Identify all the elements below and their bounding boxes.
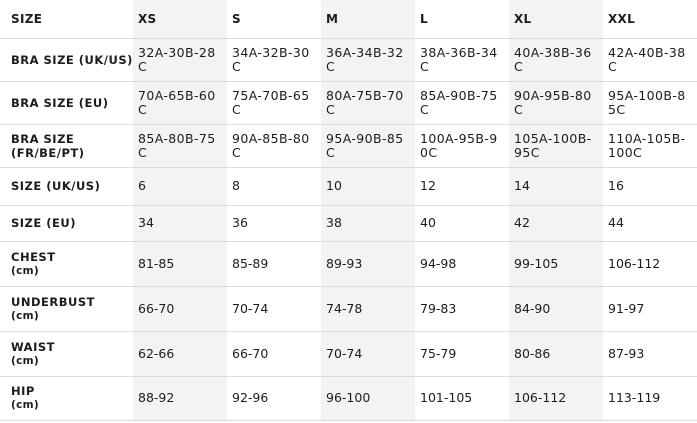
row-label-text: SIZE (EU) xyxy=(11,216,76,230)
row-label-text: CHEST xyxy=(11,249,56,264)
table-cell: 81-85 xyxy=(133,241,227,286)
table-cell: 105A-100B-95C xyxy=(509,124,603,167)
table-cell: 42 xyxy=(509,205,603,241)
table-cell: 34A-32B-30C xyxy=(232,44,310,74)
table-cell: 87-93 xyxy=(608,345,645,361)
table-cell: 96-100 xyxy=(321,376,415,420)
table-cell: 40 xyxy=(420,215,436,230)
table-cell: 80A-75B-70C xyxy=(321,81,415,124)
table-cell: 14 xyxy=(509,167,603,205)
table-row xyxy=(0,376,697,420)
row-label-text: HIP xyxy=(11,384,35,398)
row-label xyxy=(0,241,133,286)
header-size: SIZE xyxy=(11,11,43,26)
table-cell: 74-78 xyxy=(321,286,415,331)
table-cell: 75A-70B-65C xyxy=(232,87,310,117)
table-row xyxy=(0,81,697,124)
table-cell: 12 xyxy=(420,178,436,193)
table-row xyxy=(0,331,697,376)
table-cell: 91-97 xyxy=(608,300,645,316)
table-cell: 36 xyxy=(232,215,248,230)
row-label xyxy=(0,167,133,205)
row-label xyxy=(0,81,133,124)
table-row xyxy=(0,241,697,286)
table-cell: 70-74 xyxy=(321,331,415,376)
header-m: M xyxy=(321,0,415,38)
row-label-text: UNDERBUST xyxy=(11,294,95,309)
table-cell: 8 xyxy=(232,178,240,193)
row-label-text: WAIST xyxy=(11,339,55,354)
table-cell: 85-89 xyxy=(232,255,269,271)
header-l: L xyxy=(420,11,428,26)
row-label-sub: (cm) xyxy=(11,309,39,322)
table-cell: 34 xyxy=(133,205,227,241)
header-xxl: XXL xyxy=(608,11,636,26)
table-cell: 38 xyxy=(321,205,415,241)
row-label xyxy=(0,38,133,81)
table-cell: 40A-38B-36C xyxy=(509,38,603,81)
table-cell: 99-105 xyxy=(509,241,603,286)
table-cell: 79-83 xyxy=(420,300,457,316)
row-label xyxy=(0,376,133,420)
table-cell: 89-93 xyxy=(321,241,415,286)
table-cell: 42A-40B-38C xyxy=(608,44,686,74)
table-row xyxy=(0,38,697,81)
table-cell: 70-74 xyxy=(232,300,269,316)
row-label-sub: (FR/BE/PT) xyxy=(11,145,85,160)
table-cell: 95A-100B-85C xyxy=(608,87,686,117)
table-cell: 62-66 xyxy=(133,331,227,376)
table-cell: 84-90 xyxy=(509,286,603,331)
row-label xyxy=(0,286,133,331)
table-cell: 16 xyxy=(608,178,624,193)
table-cell: 90A-95B-80C xyxy=(509,81,603,124)
table-cell: 6 xyxy=(133,167,227,205)
table-cell: 88-92 xyxy=(133,376,227,420)
row-label-sub: (cm) xyxy=(11,399,39,411)
table-cell: 66-70 xyxy=(133,286,227,331)
table-cell: 100A-95B-90C xyxy=(420,130,498,160)
row-label-text: BRA SIZE (EU) xyxy=(11,95,109,110)
table-cell: 36A-34B-32C xyxy=(321,38,415,81)
header-s: S xyxy=(232,11,241,26)
table-cell: 66-70 xyxy=(232,345,269,361)
row-label xyxy=(0,205,133,241)
table-row xyxy=(0,167,697,205)
header-xl: XL xyxy=(509,0,603,38)
table-cell: 32A-30B-28C xyxy=(133,38,227,81)
table-cell: 80-86 xyxy=(509,331,603,376)
table-cell: 106-112 xyxy=(509,376,603,420)
table-cell: 70A-65B-60C xyxy=(133,81,227,124)
header-row xyxy=(0,0,697,38)
header-xs: XS xyxy=(133,0,227,38)
table-cell: 44 xyxy=(608,215,624,230)
table-row xyxy=(0,205,697,241)
table-cell: 110A-105B-100C xyxy=(608,130,686,160)
table-cell: 85A-80B-75C xyxy=(133,124,227,167)
table-cell: 90A-85B-80C xyxy=(232,130,310,160)
row-label-sub: (cm) xyxy=(11,354,39,367)
table-cell: 101-105 xyxy=(420,390,473,405)
table-cell: 94-98 xyxy=(420,255,457,271)
table-cell: 10 xyxy=(321,167,415,205)
row-label-sub: (cm) xyxy=(11,264,39,277)
table-cell: 75-79 xyxy=(420,345,457,361)
row-label-text: SIZE (UK/US) xyxy=(11,179,101,193)
table-cell: 38A-36B-34C xyxy=(420,44,498,74)
table-cell: 106-112 xyxy=(608,255,661,271)
table-cell: 92-96 xyxy=(232,390,269,405)
table-cell: 95A-90B-85C xyxy=(321,124,415,167)
row-label-text: BRA SIZE xyxy=(11,131,75,146)
table-cell: 113-119 xyxy=(608,390,661,405)
row-label xyxy=(0,124,133,167)
row-label-text: BRA SIZE (UK/US) xyxy=(11,52,133,67)
table-row xyxy=(0,286,697,331)
table-cell: 85A-90B-75C xyxy=(420,87,498,117)
row-label xyxy=(0,331,133,376)
table-row xyxy=(0,124,697,167)
